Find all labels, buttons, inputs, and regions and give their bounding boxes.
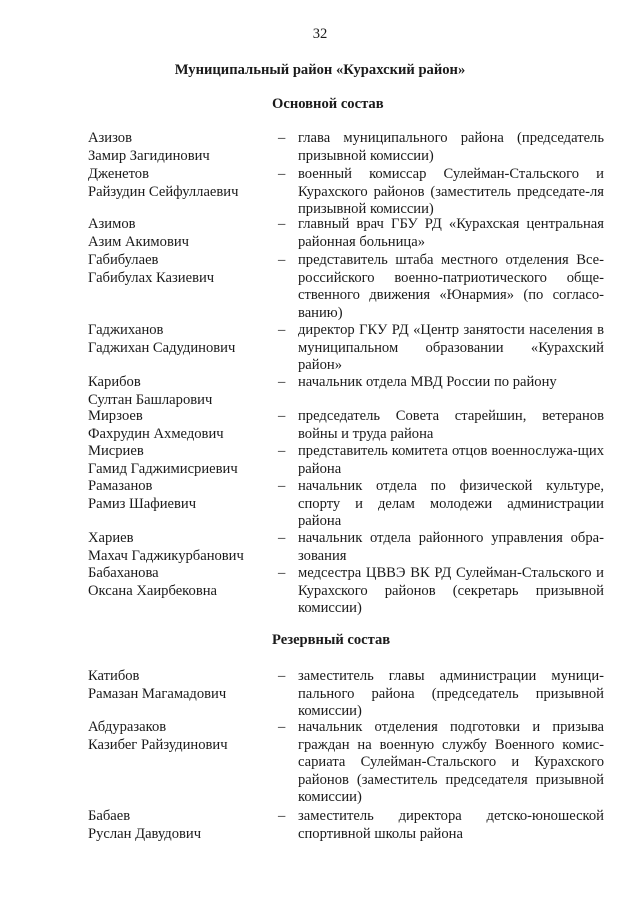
member-given-name: Казибег Райзудинович — [88, 736, 228, 753]
dash-separator: – — [278, 719, 286, 735]
member-surname: Бабаев — [88, 808, 131, 824]
member-given-name: Гаджихан Садудинович — [88, 339, 236, 356]
member-given-name: Рамазан Магамадович — [88, 685, 227, 702]
dash-separator: – — [278, 130, 286, 146]
member-name — [88, 374, 268, 409]
member-surname: Рамазанов — [88, 478, 153, 494]
member-name — [88, 130, 268, 165]
member-given-name: Махач Гаджикурбанович — [88, 547, 244, 564]
section-heading-main: Основной состав — [272, 96, 384, 112]
member-name — [88, 565, 268, 600]
member-role: главный врач ГБУ РД «Курахская центральная районная больница» — [298, 216, 604, 250]
member-surname: Бабаханова — [88, 565, 159, 581]
member-given-name: Рамиз Шафиевич — [88, 495, 197, 512]
member-role: глава муниципального района (председатель призывной комиссии) — [298, 130, 604, 164]
member-role: представитель штаба местного отделения Все-российского военно-патриотического обще-ственного движения «Юнармия» (по согласо-ванию) — [298, 252, 604, 321]
member-name — [88, 216, 268, 251]
member-role: военный комиссар Сулейман-Стальского и Курахского районов (заместитель председате-ля призывной комиссии) — [298, 166, 604, 218]
dash-separator: – — [278, 478, 286, 494]
member-surname: Мирзоев — [88, 408, 143, 424]
dash-separator: – — [278, 808, 286, 824]
member-surname: Азимов — [88, 216, 136, 232]
dash-separator: – — [278, 565, 286, 581]
dash-separator: – — [278, 166, 286, 182]
dash-separator: – — [278, 322, 286, 338]
dash-separator: – — [278, 252, 286, 268]
member-role: начальник отделения подготовки и призыва граждан на военную службу Военного комис-сариата Сулейман-Стальского и Курахского районов (заместитель председателя призывной комиссии) — [298, 719, 604, 806]
member-surname: Азизов — [88, 130, 132, 146]
member-surname: Карибов — [88, 374, 141, 390]
member-given-name: Руслан Давудович — [88, 825, 202, 842]
dash-separator: – — [278, 216, 286, 232]
member-role: начальник отдела по физической культуре, спорту и делам молодежи администрации района — [298, 478, 604, 530]
member-role: заместитель главы администрации муници-пального района (председатель призывной комиссии) — [298, 668, 604, 720]
member-name — [88, 322, 268, 357]
member-name — [88, 443, 268, 478]
member-given-name: Фахрудин Ахмедович — [88, 425, 224, 442]
member-role: медсестра ЦВВЭ ВК РД Сулейман-Стальского и Курахского районов (секретарь призывной комиссии) — [298, 565, 604, 617]
member-surname: Гаджиханов — [88, 322, 164, 338]
dash-separator: – — [278, 408, 286, 424]
dash-separator: – — [278, 443, 286, 459]
member-given-name: Райзудин Сейфуллаевич — [88, 183, 239, 200]
member-surname: Дженетов — [88, 166, 149, 182]
dash-separator: – — [278, 374, 286, 390]
member-surname: Мисриев — [88, 443, 144, 459]
member-given-name: Азим Акимович — [88, 233, 190, 250]
member-name — [88, 808, 268, 843]
member-role: заместитель директора детско-юношеской спортивной школы района — [298, 808, 604, 842]
member-given-name: Замир Загидинович — [88, 147, 210, 164]
member-name — [88, 530, 268, 565]
member-role: директор ГКУ РД «Центр занятости населения в муниципальном образовании «Курахский район» — [298, 322, 604, 374]
page-number: 32 — [312, 26, 328, 42]
member-surname: Габибулаев — [88, 252, 159, 268]
member-role: начальник отдела районного управления обра-зования — [298, 530, 604, 564]
member-surname: Катибов — [88, 668, 140, 684]
member-name — [88, 408, 268, 443]
section-heading-reserve: Резервный состав — [272, 632, 391, 648]
member-given-name: Гамид Гаджимисриевич — [88, 460, 238, 477]
dash-separator: – — [278, 668, 286, 684]
member-surname: Абдуразаков — [88, 719, 167, 735]
member-name — [88, 166, 268, 201]
member-given-name: Оксана Хаирбековна — [88, 582, 217, 599]
member-name — [88, 719, 268, 754]
member-name — [88, 668, 268, 703]
member-role: председатель Совета старейшин, ветеранов войны и труда района — [298, 408, 604, 442]
dash-separator: – — [278, 530, 286, 546]
member-name — [88, 478, 268, 513]
member-name — [88, 252, 268, 287]
member-role: представитель комитета отцов военнослужа-щих района — [298, 443, 604, 477]
page-title: Муниципальный район «Курахский район» — [174, 62, 466, 78]
member-role: начальник отдела МВД России по району — [298, 374, 557, 390]
member-surname: Хариев — [88, 530, 134, 546]
member-given-name: Султан Башларович — [88, 391, 213, 408]
member-given-name: Габибулах Казиевич — [88, 269, 215, 286]
